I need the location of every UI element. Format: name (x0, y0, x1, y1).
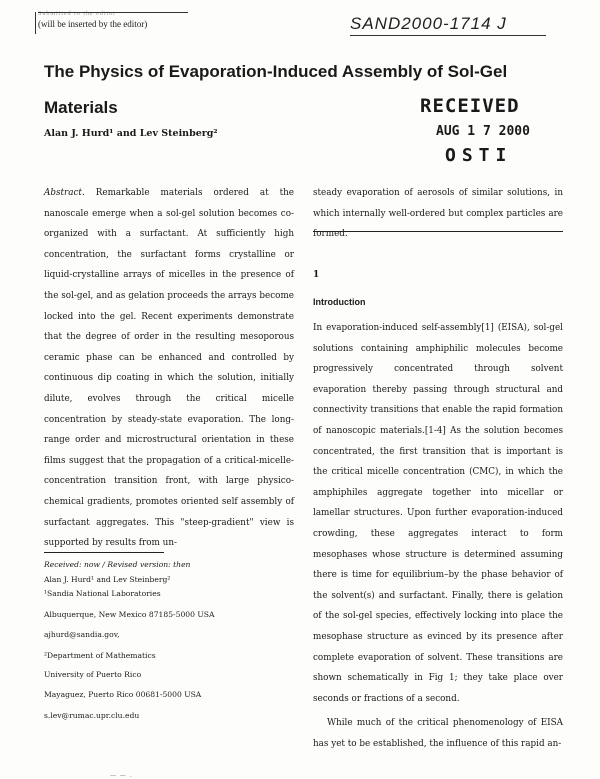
abstract (44, 183, 294, 554)
footnote-university: University of Puerto Rico (44, 669, 142, 679)
abstract-divider (313, 231, 563, 232)
author-line: Alan J. Hurd¹ and Lev Steinberg² (44, 128, 218, 139)
section-title: Introduction (313, 297, 366, 307)
osti-stamp: OSTI (445, 145, 513, 166)
introduction-body (313, 318, 563, 754)
abstract-text: Remarkable materials ordered at the nanoscale emerge when a sol-gel solution becomes co-organized with a surfactant. At sufficiently high concentration, the surfactant forms crystalline or liquid-crystalline arrays of micelles in the presence of the sol-gel, and as gelation proceeds the arrays become locked into the gel. Recent experiments demonstrate that the degree of order in the resulting mesoporous ceramic phase can be enhanced and controlled by continuous dip coating in which the solution, initially dilute, evolves through the critical micelle concentration by steady-state evaporation. The long-range order and microstructural orientation in these films suggest that the propagation of a critical-micelle-concentration transition front, with large physico-chemical gradients, promotes oriented self assembly of surfactant aggregates. This "steep-gradient" view is supported by results from un- (44, 188, 294, 549)
footnote-received: Received: now / Revised version: then (44, 560, 191, 569)
editor-faint-text: Submitted to the editor (38, 11, 117, 17)
bottom-fragment: — — . (110, 772, 133, 779)
editor-note: (will be inserted by the editor) (38, 19, 148, 29)
footnotes (44, 558, 294, 723)
title-line-2: Materials (44, 98, 118, 117)
footnote-affiliation-1: ¹Sandia National Laboratories (44, 589, 161, 599)
abstract-continuation (313, 183, 563, 245)
report-number: SAND2000-1714 J (350, 14, 507, 33)
footnote-divider (44, 552, 164, 553)
footnote-email-1: ajhurd@sandia.gov, (44, 630, 120, 640)
footnote-address-1: Albuquerque, New Mexico 87185-5000 USA (44, 609, 215, 619)
footnote-address-2: Mayaguez, Puerto Rico 00681-5000 USA (44, 690, 202, 700)
section-number: 1 (313, 270, 320, 280)
footnote-authors: Alan J. Hurd¹ and Lev Steinberg² (44, 574, 171, 584)
editor-rule (38, 12, 188, 13)
title-line-1: The Physics of Evaporation-Induced Assembly of Sol-Gel (44, 62, 508, 81)
report-number-underline (350, 35, 546, 36)
abstract-label: Abstract. (44, 188, 85, 198)
footnote-email-2: s.lev@rumac.upr.clu.edu (44, 710, 140, 720)
footnote-affiliation-2: ²Department of Mathematics (44, 650, 156, 660)
editor-note-box (38, 12, 147, 29)
abstract-continuation-text: steady evaporation of aerosols of similar solutions, in which internally well-ordered but complex particles are formed. (313, 188, 563, 240)
intro-paragraph-1: In evaporation-induced self-assembly[1] (EISA), sol-gel solutions containing amphiphilic molecules become progressively concentrated through solvent evaporation thereby passing through structural and connectivity transitions that enable the rapid formation of nanoscopic materials.[1-4] As the solution becomes concentrated, the first transition that is important is the critical micelle concentration (CMC), in which the amphiphiles aggregate together into micellar or lamellar structures. Upon further evaporation-induced crowding, these aggregates interact to form mesophases whose structure is determined assuming there is time for equilibrium–by the phase behavior of the solvent(s) and surfactant. Finally, there is gelation of the sol-gel species, effectively locking into place the mesophase structure as evinced by its presence after complete evaporation of solvent. These transitions are shown schematically in Fig 1; they take place over seconds or fractions of a second. (313, 323, 563, 704)
received-stamp: RECEIVED (420, 95, 520, 117)
editor-bar (35, 12, 36, 34)
intro-paragraph-2: While much of the critical phenomenology of EISA has yet to be established, the influence of this rapid an- (313, 718, 563, 749)
received-date: AUG 1 7 2000 (436, 124, 530, 139)
